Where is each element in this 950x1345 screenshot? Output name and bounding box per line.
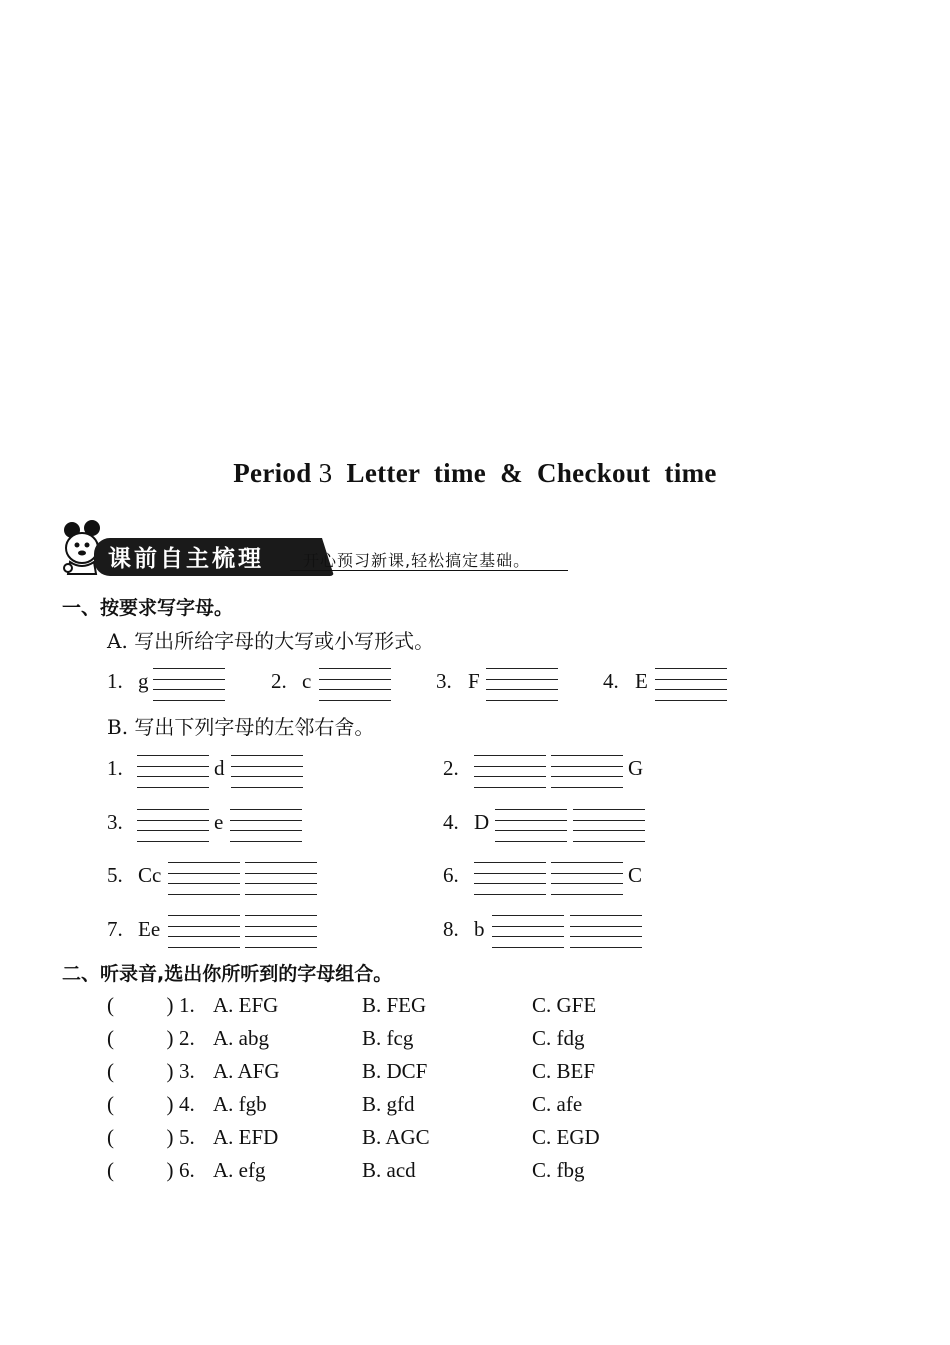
title-rest: Letter time & Checkout time [346,458,717,488]
writing-blank[interactable] [168,915,240,948]
partB-item-letter: C [628,863,643,887]
option-c: C. fdg [532,1026,585,1050]
answer-paren[interactable]: ( ) [107,1158,174,1182]
option-b: B. FEG [362,993,427,1017]
writing-blank[interactable] [655,668,727,701]
partA-item-num: 4. [603,669,619,693]
option-a: A. AFG [213,1059,280,1083]
partA-item-num: 3. [436,669,452,693]
option-a: A. efg [213,1158,266,1182]
question-number: 6. [179,1158,195,1182]
partB-item-letter: Cc [138,863,162,887]
option-a: A. abg [213,1026,269,1050]
writing-blank[interactable] [474,862,546,895]
writing-blank[interactable] [137,755,209,788]
writing-blank[interactable] [486,668,558,701]
partA-item-letter: F [468,669,480,693]
partB-item-num: 4. [443,810,459,834]
option-b: B. gfd [362,1092,415,1116]
partB-item-num: 7. [107,917,123,941]
answer-paren[interactable]: ( ) [107,1125,174,1149]
option-a: A. fgb [213,1092,267,1116]
partA-instruction: A. 写出所给字母的大写或小写形式。 [107,629,435,653]
partB-item-letter: d [214,756,225,780]
question-number: 4. [179,1092,195,1116]
question-number: 3. [179,1059,195,1083]
section1-heading: 一、按要求写字母。 [62,597,234,619]
writing-blank[interactable] [551,755,623,788]
partA-item-letter: c [302,669,312,693]
answer-paren[interactable]: ( ) [107,1026,174,1050]
question-number: 5. [179,1125,195,1149]
option-c: C. fbg [532,1158,585,1182]
option-a: A. EFD [213,1125,279,1149]
option-c: C. EGD [532,1125,600,1149]
partA-item-num: 2. [271,669,287,693]
partB-item-letter: D [474,810,490,834]
writing-blank[interactable] [231,755,303,788]
writing-blank[interactable] [551,862,623,895]
title-number: 3 [318,458,333,488]
writing-blank[interactable] [168,862,240,895]
partA-item-num: 1. [107,669,123,693]
partA-item-letter: g [138,669,149,693]
writing-blank[interactable] [137,809,209,842]
partB-item-letter: b [474,917,485,941]
option-c: C. afe [532,1092,583,1116]
writing-blank[interactable] [245,862,317,895]
partB-item-num: 6. [443,863,459,887]
section-banner [58,518,578,578]
title-main: Period [233,458,312,488]
writing-blank[interactable] [245,915,317,948]
question-number: 2. [179,1026,195,1050]
answer-paren[interactable]: ( ) [107,1059,174,1083]
answer-paren[interactable]: ( ) [107,993,174,1017]
banner-label: 课前自主梳理 [108,546,264,572]
option-b: B. acd [362,1158,416,1182]
partB-item-letter: Ee [138,917,161,941]
partB-item-num: 3. [107,810,123,834]
writing-blank[interactable] [230,809,302,842]
partB-item-letter: e [214,810,224,834]
writing-blank[interactable] [570,915,642,948]
partB-item-num: 1. [107,756,123,780]
partB-instruction: B. 写出下列字母的左邻右舍。 [107,715,375,739]
option-c: C. BEF [532,1059,596,1083]
writing-blank[interactable] [495,809,567,842]
partB-item-letter: G [628,756,644,780]
writing-blank[interactable] [573,809,645,842]
writing-blank[interactable] [153,668,225,701]
option-b: B. AGC [362,1125,430,1149]
page-title [0,458,950,489]
banner-subtitle: 开心预习新课,轻松搞定基础。 [303,551,531,570]
banner-underline [290,570,568,571]
partA-item-letter: E [635,669,648,693]
option-b: B. DCF [362,1059,428,1083]
partB-item-num: 5. [107,863,123,887]
answer-paren[interactable]: ( ) [107,1092,174,1116]
section2-heading: 二、听录音,选出你所听到的字母组合。 [62,963,393,985]
partB-item-num: 8. [443,917,459,941]
question-number: 1. [179,993,195,1017]
option-c: C. GFE [532,993,597,1017]
option-a: A. EFG [213,993,279,1017]
writing-blank[interactable] [319,668,391,701]
writing-blank[interactable] [474,755,546,788]
writing-blank[interactable] [492,915,564,948]
option-b: B. fcg [362,1026,414,1050]
partB-item-num: 2. [443,756,459,780]
